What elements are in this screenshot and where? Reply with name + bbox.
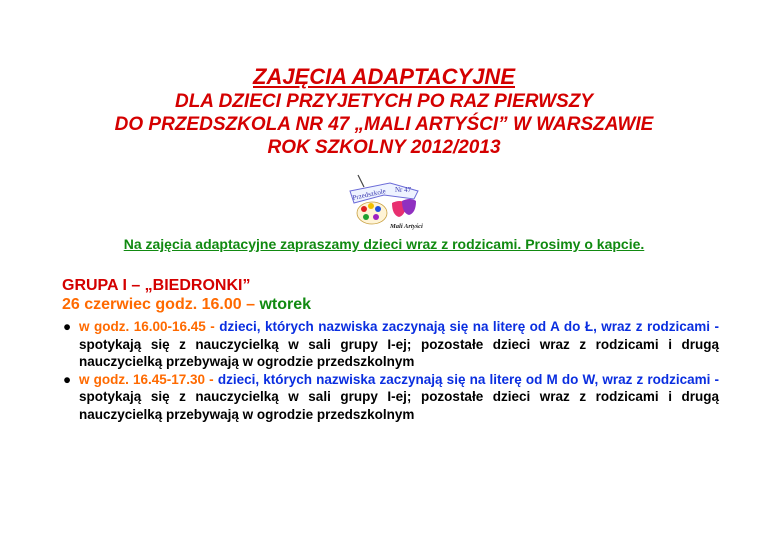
session-description: spotykają się z nauczycielką w sali grupy I-ej; pozostałe dzieci wraz z rodzicami i drugą nauczycielką przebywają w ogrodzie przedszkolnym (79, 389, 719, 422)
subtitle-line-2: DO PRZEDSZKOLA NR 47 „MALI ARTYŚCI” W WARSZAWIE (114, 114, 654, 135)
session-list (62, 318, 719, 423)
logo-number: Nr 47 (395, 186, 412, 194)
session-time: w godz. 16.45-17.30 - (79, 371, 214, 387)
session-participants: dzieci, których nazwiska zaczynają się na literę od A do Ł, wraz z rodzicami - (219, 319, 719, 334)
invitation-note: Na zajęcia adaptacyjne zapraszamy dzieci wraz z rodzicami. Prosimy o kapcie. (123, 236, 645, 252)
group-date: 26 czerwiec godz. 16.00 – (62, 296, 255, 313)
session-participants: dzieci, których nazwiska zaczynają się na literę od M do W, wraz z rodzicami - (217, 371, 719, 387)
page-title: ZAJĘCIA ADAPTACYJNE (253, 64, 515, 89)
bullet-icon: ● (63, 371, 72, 387)
group-date-line (62, 296, 311, 314)
document-header (0, 64, 768, 159)
group-weekday: wtorek (259, 296, 312, 313)
group-title: GRUPA I – „BIEDRONKI” (62, 277, 251, 294)
list-item (63, 371, 719, 424)
subtitle-school-year: ROK SZKOLNY 2012/2013 (267, 137, 501, 158)
session-description: spotykają się z nauczycielką w sali grupy I-ej; pozostałe dzieci wraz z rodzicami i drugą nauczycielką przebywają w ogrodzie przedszkolnym (79, 336, 719, 369)
list-item (63, 318, 719, 371)
bullet-icon: ● (63, 319, 72, 334)
subtitle-line-1: DLA DZIECI PRZYJETYCH PO RAZ PIERWSZY (174, 91, 594, 112)
session-time: w godz. 16.00-16.45 - (79, 319, 215, 334)
logo-top-text: Przedszkole (351, 187, 387, 202)
logo-bottom-text: Mali Artyści (390, 223, 423, 230)
school-logo (340, 173, 430, 231)
